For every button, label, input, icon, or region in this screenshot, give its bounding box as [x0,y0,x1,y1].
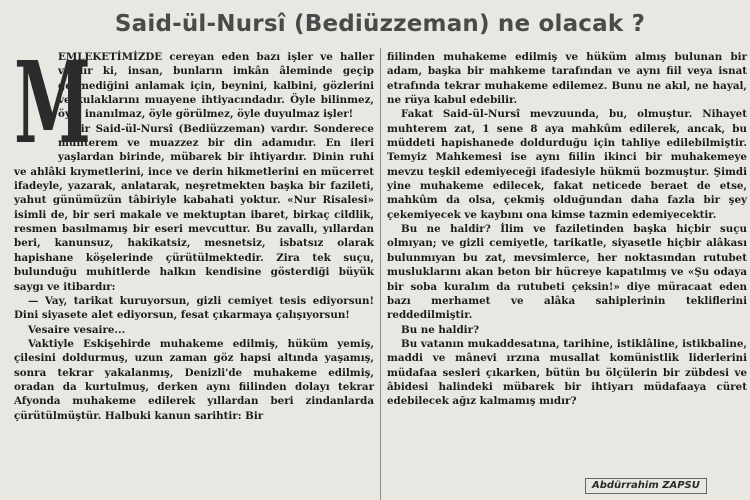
paragraph: fiilinden muhakeme edilmiş ve hüküm almış bulunan bir adam, başka bir mahkeme tarafından ve aynı fiil veya isnat etrafında tekrar muhakeme edilemez. Bunu ne akıl, ne hayal, ne rüya kabul edebilir. [387,51,747,107]
author-signature: Abdürrahim ZAPSU [585,478,707,494]
paragraph: EMLEKETİMİZDE cereyan eden bazı işler ve haller vardır ki, insan, bunların imkân âleminde geçip geçmediğini anlamak için, beynini, kalbini, gözlerini ve kulaklarını muayene ihtiyacındadır. Öyle bilinmez, öyle inanılmaz, öyle görülmez, öyle duyulmaz işler! [58,51,374,121]
column-divider [380,48,381,500]
paragraph: Fakat Said-ül-Nursî mevzuunda, bu, olmuştur. Nihayet muhterem zat, 1 sene 8 aya mahkûm edilerek, ancak, bu müddeti hapishanede doldurduğu için tahliye edilebilmiştir. Temyiz Mahkemesi ise aynı fiilin ikinci bir muhakemeye mevzu teşkil edemiyeceği ifadesiyle hükmü bozmuştur. Şimdi yine muhakeme edilecek, fakat neticede beraet de etse, mahkûm da olsa, çekmiş olduğundan daha fazla bir şey çekemiyecek ve kaybını ona kimse tazmin edemiyecektir. [387,108,747,221]
paragraph: Bir Said-ül-Nursî (Bediüzzeman) vardır. Sonderece muhterem ve muazzez bir din adamıdır. En ileri yaşlardan birinde, mübarek bir ihtiyardır. Dinin ruhi ve ahlâki kıymetlerini, ince ve derin hikmetlerini en mücerret ifadeyle, yazarak, anlatarak, neşretmekten başka bir fazileti, yahut günümüzün tâbiriyle kabahati yoktur. «Nur Risalesi» isimli de, bir seri makale ve mektuptan ibaret, birkaç cildlik, resmen basılmamış bir eseri mevcuttur. Bu zavallı, yıllardan beri, kanunsuz, hakikatsiz, mesnetsiz, isbatsız olarak hapishane köşelerinde çürütülmektedir. Zira tek suçu, bulunduğu muhitlerde halkın kendisine gösterdiği büyük saygı ve itibardır: [14,122,374,293]
headline: Said-ül-Nursî (Bediüzzeman) ne olacak ? [114,11,646,37]
paragraph: Bu ne haldir? [401,323,480,336]
paragraph: Bu ne haldir? İlim ve faziletinden başka hiçbir suçu olmıyan; ve gizli cemiyetle, tarikatle, siyasetle hiçbir alâkası bulunmıyan bu zat, mevsimlerce, her noktasından rutubet musluklarını akan beton bir hücreye kapatılmış ve «Şu odaya bir soba kuralım da rutubeti çeksin!» diye müracaat eden bazı merhamet ve alâka sahiplerinin tekliflerini reddedilmiştir. [387,223,747,322]
paragraph: Vesaire vesaire... [28,323,126,336]
paragraph: Bu vatanın mukaddesatına, tarihine, istiklâline, istikbaline, maddi ve mânevi ırzına musallat komünistlik liderlerini müdafaa sesleri çıkarken, bütün bu ölçülerin bir zübdesi ve âbidesi halindeki mübarek bir ihtiyarı müdafaaya cüret edebilecek ağız kalmamış mıdır? [387,337,747,408]
left-column [14,38,374,423]
right-column [387,50,747,409]
drop-cap: M [14,38,91,169]
paragraph: — Vay, tarikat kuruyorsun, gizli cemiyet tesis ediyorsun! Dini siyasete alet ediyorsun, fesat çıkarmaya çalışıyorsun! [14,294,374,322]
paragraph: Vaktiyle Eskişehirde muhakeme edilmiş, hüküm yemiş, çilesini doldurmuş, uzun zaman göz hapsi altında yaşamış, sonra tekrar yakalanmış, Denizli'de muhakeme edilmiş, oradan da kurtulmuş, derken aynı fiilinden dolayı tekrar Afyonda muhakeme edilerek yıllardan beri zindanlarda çürütülmüştür. Halbuki kanun sarihtir: Bir [14,337,374,422]
